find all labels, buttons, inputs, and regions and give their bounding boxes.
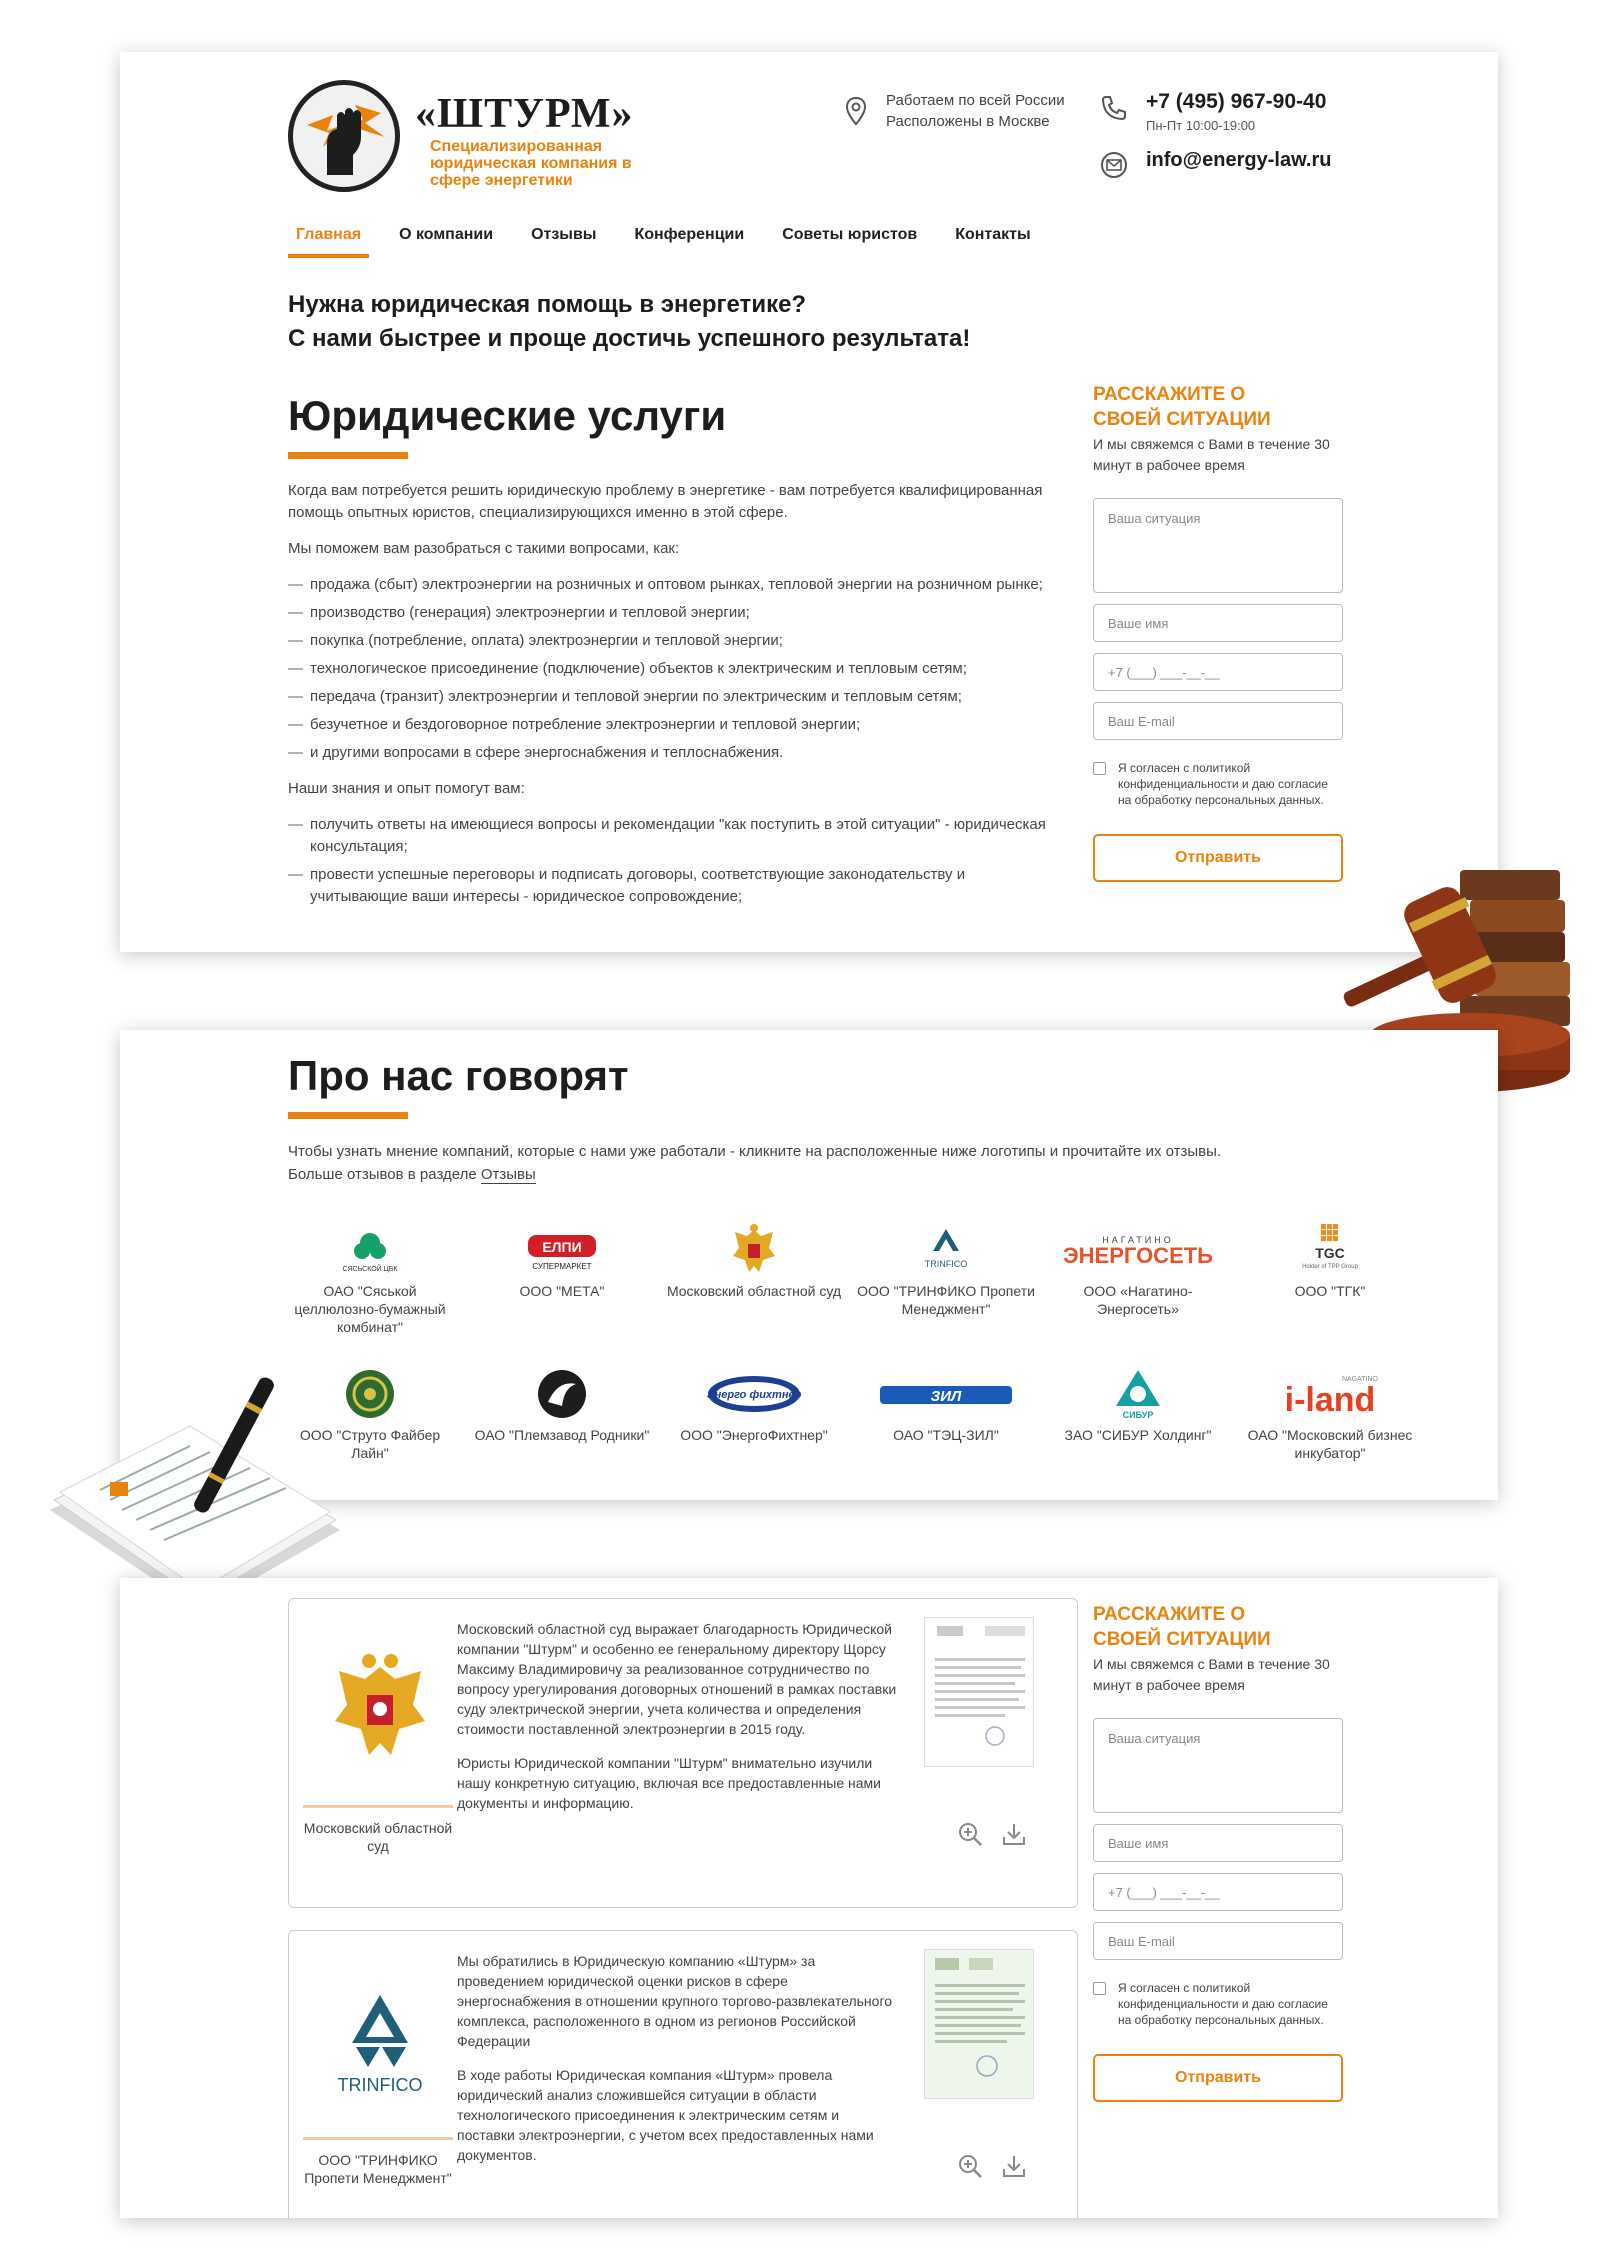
russian-eagle-icon (305, 1629, 455, 1789)
client-label: ОАО "Сяськой целлюлозно-бумажный комбинат" (294, 1283, 446, 1335)
situation-textarea[interactable]: Ваша ситуация (1093, 1718, 1343, 1813)
working-hours: Пн-Пт 10:00-19:00 (1146, 118, 1256, 133)
logo-mark-text: ЭНЕРГОСЕТЬ (1063, 1243, 1213, 1268)
services-lead-1: Мы поможем вам разобраться с такими вопросами, как: (288, 540, 680, 557)
review-card-trinfico (288, 1930, 1078, 2218)
phone-input[interactable]: +7 (___) ___-__-__ (1093, 653, 1343, 691)
consent-row (1093, 760, 1343, 808)
client-logo-nagatino[interactable] (1048, 1220, 1228, 1336)
main-page-card (120, 52, 1498, 952)
client-label: Московский областной суд (666, 1283, 842, 1299)
review-paragraph: Юристы Юридической компании "Штурм" внимательно изучили нашу конкретную ситуацию, включая все предоставленные нами документы и информацию. (457, 1755, 882, 1811)
form-title-line-2: СВОЕЙ СИТУАЦИИ (1093, 409, 1271, 430)
name-input[interactable]: Ваше имя (1093, 604, 1343, 642)
list-item: — получить ответы на имеющиеся вопросы и рекомендации "как поступить в этой ситуации" - юридическая консультация; (288, 814, 1048, 858)
submit-button[interactable]: Отправить (1093, 2054, 1343, 2102)
trinfico-logo-icon (305, 1961, 455, 2121)
review-text (457, 1619, 897, 1827)
location-line-1: Работаем по всей России (886, 92, 1065, 109)
logo-mark-text: ЕЛПИ (542, 1239, 582, 1255)
name-input[interactable]: Ваше имя (1093, 1824, 1343, 1862)
list-item: — производство (генерация) электроэнергии и тепловой энергии; (288, 602, 1048, 624)
zoom-icon[interactable] (957, 2153, 983, 2184)
shturm-logo-icon[interactable] (288, 80, 400, 192)
reviews-description (288, 1140, 1388, 1186)
main-nav (288, 222, 1061, 258)
phone-number[interactable]: +7 (495) 967-90-40 (1146, 90, 1327, 113)
review-document-thumbnail[interactable] (924, 1617, 1034, 1767)
services-list-1 (288, 574, 1048, 764)
nav-reviews[interactable]: Отзывы (531, 226, 597, 243)
review-paragraph: Московский областной суд выражает благодарность Юридической компании "Штурм" и особенно ее генеральному директору Щорсу Максиму Владимировичу за реализованное сотрудничество по вопросу урегулирования договорных отношений в рамках поставки суду электрической энергии, учета количества и определения стоимости поставленной электроэнергии в 2015 году. (457, 1621, 897, 1737)
russian-eagle-icon (729, 1220, 779, 1280)
list-item: — провести успешные переговоры и подписать договоры, соответствующие законодательству и учитывающие ваши интересы - юридическое сопровождение; (288, 864, 1048, 908)
syasky-logo-icon (335, 1220, 405, 1280)
list-item: — и другими вопросами в сфере энергоснабжения и теплоснабжения. (288, 742, 1048, 764)
services-lead-2: Наши знания и опыт помогут вам: (288, 780, 525, 797)
logo-mark-text: СУПЕРМАРКЕТ (532, 1262, 592, 1271)
list-item: — технологическое присоединение (подключение) объектов к электрическим и тепловым сетям; (288, 658, 1048, 680)
tgc-logo-icon (1295, 1220, 1365, 1280)
logo-mark-text: Энерго фихтнер (706, 1389, 802, 1401)
list-item: — передача (транзит) электроэнергии и тепловой энергии по электрическим и тепловым сетям; (288, 686, 1048, 708)
client-label: ОАО "Племзавод Родники" (474, 1427, 650, 1443)
client-logo-mosoblsud[interactable] (664, 1220, 844, 1336)
client-logo-meta[interactable] (472, 1220, 652, 1336)
list-item: — покупка (потребление, оплата) электроэнергии и тепловой энергии; (288, 630, 1048, 652)
services-title-underline (288, 452, 408, 459)
brand-name: «ШТУРМ» (415, 91, 634, 137)
services-list-2 (288, 814, 1048, 908)
client-label: ОАО "Московский бизнес инкубатор" (1247, 1427, 1413, 1461)
review-paragraph: В ходе работы Юридическая компания «Штурм» провела юридический анализ сложившейся ситуации в области технологического присоединения к электрическим сетям и поставки электроэнергии, с учетом всех предоставленных нами документов. (457, 2067, 874, 2163)
reviews-desc-line-2 (288, 1163, 1388, 1186)
services-title: Юридические услуги (288, 392, 727, 439)
list-item: — безучетное и бездоговорное потребление электроэнергии и тепловой энергии; (288, 714, 1048, 736)
client-logo-sibur[interactable] (1048, 1364, 1228, 1462)
list-item: — продажа (сбыт) электроэнергии на розничных и оптовом рынках, тепловой энергии на розничном рынке; (288, 574, 1048, 596)
phone-icon (1100, 94, 1128, 127)
client-logo-tgk[interactable] (1240, 1220, 1420, 1336)
meta-logo-icon (522, 1220, 602, 1280)
review-logo-underline (303, 2137, 453, 2140)
review-card-mosoblsud (288, 1598, 1078, 1908)
logo-mark-text: i-land (1284, 1381, 1376, 1419)
energofichtner-logo-icon (704, 1364, 804, 1424)
review-paragraph: Мы обратились в Юридическую компанию «Штурм» за проведением юридической оценки рисков в сфере энергоснабжения в отношении крупного торгово-развлекательного комплекса, расположенного в одном из регионов Российской Федерации (457, 1953, 893, 2049)
client-label: ООО "ТРИНФИКО Пропети Менеджмент" (857, 1283, 1035, 1317)
location-pin-icon (845, 96, 867, 131)
email-input[interactable]: Ваш E-mail (1093, 702, 1343, 740)
nav-lawyer-tips[interactable]: Советы юристов (782, 226, 918, 243)
review-text (457, 1951, 897, 2179)
form-title-line-1: РАССКАЖИТЕ О (1093, 1604, 1246, 1625)
client-logo-energofichtner[interactable] (664, 1364, 844, 1462)
logo-mark-text: СЯСЬСКОЙ ЦБК (342, 1266, 398, 1273)
nav-contacts[interactable]: Контакты (955, 226, 1031, 243)
download-icon[interactable] (1001, 1821, 1027, 1852)
form-title-line-2: СВОЕЙ СИТУАЦИИ (1093, 1629, 1271, 1650)
consent-checkbox[interactable] (1093, 1982, 1106, 1995)
client-label: ОАО "ТЭЦ-ЗИЛ" (893, 1427, 999, 1443)
logo-mark-text: СИБУР (1122, 1410, 1154, 1420)
services-intro: Когда вам потребуется решить юридическую проблему в энергетике - вам потребуется квалифицированная помощь опытных юристов, специализирующихся именно в этой сфере. (288, 482, 1043, 521)
situation-textarea[interactable]: Ваша ситуация (1093, 498, 1343, 593)
client-logo-rodniki[interactable] (472, 1364, 652, 1462)
client-label: ООО «Нагатино-Энергосеть» (1083, 1283, 1193, 1317)
struto-logo-icon (342, 1364, 398, 1424)
phone-input[interactable]: +7 (___) ___-__-__ (1093, 1873, 1343, 1911)
submit-button[interactable]: Отправить (1093, 834, 1343, 882)
client-logo-grid (280, 1220, 1420, 1462)
email-input[interactable]: Ваш E-mail (1093, 1922, 1343, 1960)
form-title (1093, 1602, 1343, 1652)
sibur-logo-icon (1108, 1364, 1168, 1424)
client-logo-tec-zil[interactable] (856, 1364, 1036, 1462)
location-text (886, 90, 1065, 132)
review-logo-underline (303, 1805, 453, 1808)
contact-form (1093, 382, 1343, 882)
location-line-2: Расположены в Москве (886, 113, 1050, 130)
form-title (1093, 382, 1343, 432)
rodniki-logo-icon (534, 1364, 590, 1424)
logo-mark-text: Holder of TPP Group (1302, 1264, 1358, 1270)
reviews-card (120, 1578, 1498, 2218)
services-text (288, 480, 1048, 922)
reviews-desc-prefix: Больше отзывов в разделе (288, 1166, 477, 1183)
logo-mark-text: TRINFICO (924, 1259, 968, 1269)
consent-row (1093, 1980, 1343, 2028)
consent-checkbox[interactable] (1093, 762, 1106, 775)
zoom-icon[interactable] (957, 1821, 983, 1852)
form-subtitle: И мы свяжемся с Вами в течение 30 минут в рабочее время (1093, 436, 1330, 473)
contact-form-2 (1093, 1602, 1343, 2102)
nagatino-logo-icon (1063, 1220, 1213, 1280)
download-icon[interactable] (1001, 2153, 1027, 2184)
mail-icon (1100, 151, 1128, 184)
slogan-line-2: С нами быстрее и проще достичь успешного результата! (288, 325, 971, 352)
reviews-title-underline (288, 1112, 408, 1119)
slogan-line-1: Нужна юридическая помощь в энергетике? (288, 291, 807, 318)
slogan (288, 288, 970, 356)
iland-logo-icon (1270, 1364, 1390, 1424)
reviews-link[interactable]: Отзывы (480, 1166, 536, 1183)
brand-subtitle: Специализированная юридическая компания в сфере энергетики (430, 138, 632, 189)
email-link[interactable]: info@energy-law.ru (1146, 149, 1332, 171)
nav-about[interactable]: О компании (399, 226, 494, 243)
client-label: ООО "Струто Файбер Лайн" (299, 1427, 441, 1461)
reviews-desc-line-1: Чтобы узнать мнение компаний, которые с нами уже работали - кликните на расположенные ниже логотипы и прочитайте их отзывы. (288, 1143, 1222, 1160)
form-title-line-1: РАССКАЖИТЕ О (1093, 384, 1246, 405)
logo-mark-text: TRINFICO (337, 2075, 423, 2095)
reviews-title: Про нас говорят (288, 1052, 629, 1099)
logo-mark-text: ЗИЛ (930, 1388, 962, 1405)
client-logo-syasky[interactable] (280, 1220, 460, 1336)
review-document-thumbnail[interactable] (924, 1949, 1034, 2099)
client-logo-trinfico[interactable] (856, 1220, 1036, 1336)
nav-home[interactable]: Главная (288, 222, 369, 258)
client-label: ООО "МЕТА" (519, 1283, 605, 1299)
client-label: ООО "ТГК" (1294, 1283, 1366, 1299)
nav-conferences[interactable]: Конференции (634, 226, 745, 243)
consent-text: Я согласен с политикой конфиденциальности и даю согласие на обработку персональных данных. (1118, 1981, 1328, 2027)
form-subtitle: И мы свяжемся с Вами в течение 30 минут в рабочее время (1093, 1656, 1330, 1693)
trinfico-logo-icon (911, 1220, 981, 1280)
zil-logo-icon (876, 1364, 1016, 1424)
client-label: ЗАО "СИБУР Холдинг" (1064, 1427, 1212, 1443)
consent-text: Я согласен с политикой конфиденциальности и даю согласие на обработку персональных данных. (1118, 761, 1328, 807)
logo-mark-text: NAGATINO (1341, 1376, 1378, 1383)
review-author: ООО "ТРИНФИКО Пропети Менеджмент" (304, 2152, 452, 2186)
logo-mark-text: TGC (1315, 1245, 1345, 1261)
client-logo-iland[interactable] (1240, 1364, 1420, 1462)
client-label: ООО "ЭнергоФихтнер" (680, 1427, 828, 1443)
review-author: Московский областной суд (303, 1820, 453, 1854)
logo-mark-text: НАГАТИНО (1102, 1235, 1174, 1245)
